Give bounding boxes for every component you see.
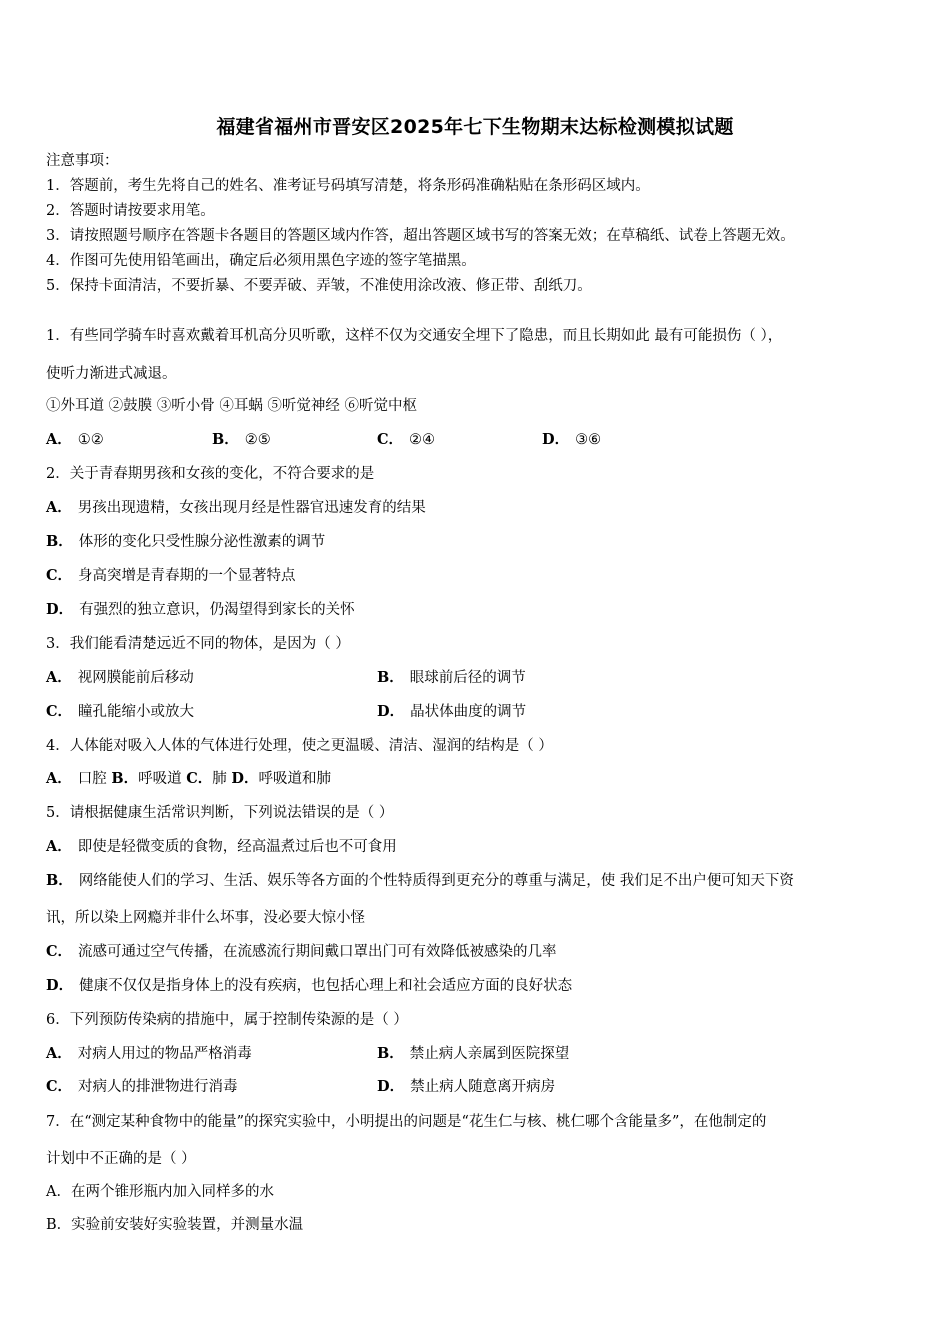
- q3-option-b-text: 眼球前后径的调节: [409, 670, 526, 686]
- notice-item-2: 2．答题时请按要求用笔。: [46, 203, 215, 219]
- q6-stem: 6．下列预防传染病的措施中，属于控制传染源的是（ ）: [46, 1012, 408, 1028]
- q3-option-b: [377, 668, 526, 688]
- q4-option-a-letter: A．: [46, 770, 72, 787]
- q6-option-a-letter: A．: [46, 1045, 72, 1062]
- q4-option-a-text: 口腔: [77, 771, 107, 787]
- q3-option-a-letter: A．: [46, 669, 72, 686]
- q1-option-c-letter: C．: [377, 431, 404, 448]
- q3-option-b-letter: B．: [377, 669, 404, 686]
- q1-option-a: [46, 430, 104, 450]
- q6-option-b-text: 禁止病人亲属到医院探望: [409, 1046, 570, 1062]
- q5-option-c-letter: C．: [46, 943, 73, 960]
- q6-option-d-letter: D．: [377, 1078, 405, 1095]
- q5-option-b-letter: B．: [46, 872, 73, 889]
- q2-option-d-letter: D．: [46, 601, 74, 618]
- q1-option-b: [212, 430, 271, 450]
- q7-stem-line-2: 计划中不正确的是（ ）: [46, 1151, 196, 1167]
- q2-option-c: [46, 566, 296, 586]
- notice-heading: 注意事项：: [46, 153, 119, 169]
- q2-option-b: [46, 532, 325, 552]
- page-title: 福建省福州市晋安区2025年七下生物期末达标检测模拟试题: [216, 116, 734, 138]
- q2-option-a-text: 男孩出现遗精，女孩出现月经是性器官迅速发育的结果: [77, 500, 426, 516]
- q6-option-d-text: 禁止病人随意离开病房: [410, 1079, 556, 1095]
- q1-option-c-text: ②④: [409, 432, 436, 448]
- q5-option-b-text-line-1: 网络能使人们的学习、生活、娱乐等各方面的个性特质得到更充分的尊重与满足，使 我们足不出户便可知天下资: [78, 873, 794, 889]
- q4-option-d-letter: D．: [231, 770, 259, 787]
- q5-stem: 5．请根据健康生活常识判断，下列说法错误的是（ ）: [46, 805, 394, 821]
- q1-stem-line-2: 使听力渐进式减退。: [46, 366, 177, 382]
- q2-option-c-letter: C．: [46, 567, 73, 584]
- q2-option-b-text: 体形的变化只受性腺分泌性激素的调节: [78, 534, 326, 550]
- q3-option-c: [46, 702, 194, 722]
- q5-option-b: [46, 871, 794, 891]
- q3-option-a: [46, 668, 194, 688]
- q4-options: [46, 769, 331, 789]
- q2-option-d-text: 有强烈的独立意识，仍渴望得到家长的关怀: [79, 602, 355, 618]
- q6-option-a: [46, 1044, 252, 1064]
- q2-option-a: [46, 498, 426, 518]
- q1-stem-line-1: 1．有些同学骑车时喜欢戴着耳机高分贝听歌，这样不仅为交通安全埋下了隐患，而且长期如此 最有可能损伤（ ），: [46, 328, 783, 344]
- q5-option-b-text-line-2: 讯，所以染上网瘾并非什么坏事，没必要大惊小怪: [46, 910, 365, 926]
- q2-option-a-letter: A．: [46, 499, 72, 516]
- q3-option-c-text: 瞳孔能缩小或放大: [78, 704, 195, 720]
- q1-option-b-letter: B．: [212, 431, 239, 448]
- q7-stem-line-1: 7．在“测定某种食物中的能量”的探究实验中，小明提出的问题是“花生仁与核、桃仁哪个含能量多”，在他制定的: [46, 1114, 767, 1130]
- q6-option-c-text: 对病人的排泄物进行消毒: [78, 1079, 238, 1095]
- q1-option-c: [377, 430, 435, 450]
- q1-option-b-text: ②⑤: [244, 432, 271, 448]
- q1-items: ①外耳道 ②鼓膜 ③听小骨 ④耳蜗 ⑤听觉神经 ⑥听觉中枢: [46, 398, 418, 414]
- q7-option-b: B．实验前安装好实验装置，并测量水温: [46, 1217, 304, 1233]
- q6-option-d: [377, 1077, 555, 1097]
- q5-option-d: [46, 976, 572, 996]
- q6-option-c-letter: C．: [46, 1078, 73, 1095]
- q4-option-b-letter: B．: [111, 770, 139, 787]
- q4-option-d-text: 呼吸道和肺: [258, 771, 331, 787]
- notice-item-5: 5．保持卡面清洁，不要折暴、不要弄破、弄皱，不准使用涂改液、修正带、刮纸刀。: [46, 278, 592, 294]
- q3-option-d-letter: D．: [377, 703, 405, 720]
- q1-option-a-text: ①②: [77, 432, 104, 448]
- notice-item-1: 1．答题前，考生先将自己的姓名、准考证号码填写清楚，将条形码准确粘贴在条形码区域内。: [46, 178, 650, 194]
- q6-option-b: [377, 1044, 569, 1064]
- q6-option-a-text: 对病人用过的物品严格消毒: [77, 1046, 252, 1062]
- notice-item-3: 3．请按照题号顺序在答题卡各题目的答题区域内作答，超出答题区域书写的答案无效；在草稿纸、试卷上答题无效。: [46, 228, 795, 244]
- q3-option-d: [377, 702, 526, 722]
- q2-option-d: [46, 600, 355, 620]
- q5-option-a-letter: A．: [46, 838, 72, 855]
- q4-option-b-text: 呼吸道: [138, 771, 182, 787]
- q5-option-d-text: 健康不仅仅是指身体上的没有疾病，也包括心理上和社会适应方面的良好状态: [79, 978, 573, 994]
- q4-option-c-text: 肺: [212, 771, 227, 787]
- q2-option-b-letter: B．: [46, 533, 73, 550]
- q6-option-b-letter: B．: [377, 1045, 404, 1062]
- q5-option-c-text: 流感可通过空气传播，在流感流行期间戴口罩出门可有效降低被感染的几率: [78, 944, 557, 960]
- q3-option-c-letter: C．: [46, 703, 73, 720]
- q1-option-d-text: ③⑥: [575, 432, 602, 448]
- q1-option-a-letter: A．: [46, 431, 72, 448]
- notice-item-4: 4．作图可先使用铅笔画出，确定后必须用黑色字迹的签字笔描黑。: [46, 253, 476, 269]
- q5-option-c: [46, 942, 557, 962]
- q4-option-c-letter: C．: [186, 770, 213, 787]
- q2-option-c-text: 身高突增是青春期的一个显著特点: [78, 568, 296, 584]
- q5-option-a: [46, 837, 397, 857]
- q3-option-d-text: 晶状体曲度的调节: [410, 704, 527, 720]
- q4-stem: 4．人体能对吸入人体的气体进行处理，使之更温暖、清洁、湿润的结构是（ ）: [46, 738, 553, 754]
- q1-option-d: [542, 430, 601, 450]
- q1-option-d-letter: D．: [542, 431, 570, 448]
- q5-option-d-letter: D．: [46, 977, 74, 994]
- q5-option-a-text: 即使是轻微变质的食物，经高温煮过后也不可食用: [77, 839, 397, 855]
- q6-option-c: [46, 1077, 238, 1097]
- q3-stem: 3．我们能看清楚远近不同的物体，是因为（ ）: [46, 636, 350, 652]
- q7-option-a: A．在两个锥形瓶内加入同样多的水: [46, 1184, 274, 1200]
- q2-stem: 2．关于青春期男孩和女孩的变化，不符合要求的是: [46, 466, 375, 482]
- q3-option-a-text: 视网膜能前后移动: [77, 670, 194, 686]
